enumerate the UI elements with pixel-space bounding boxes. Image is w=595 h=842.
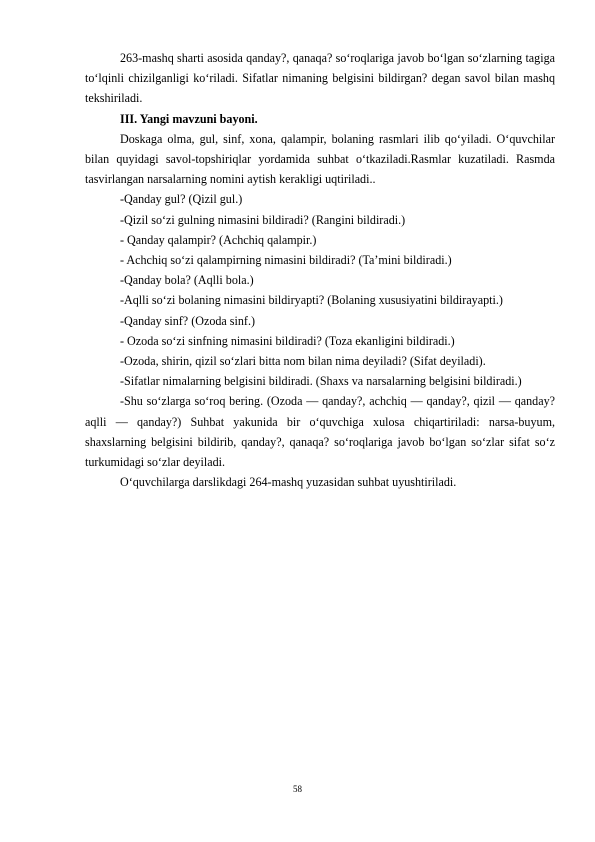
dialogue-line: -Qizil so‘zi gulning nimasini bildiradi? (Rangini bildiradi.) bbox=[120, 212, 406, 227]
dialogue-line: -Sifatlar nimalarning belgisini bildiradi. (Shaxs va narsalarning belgisini bildiradi.) bbox=[120, 374, 522, 389]
page-body bbox=[85, 48, 555, 492]
paragraph-exercise-263: 263-mashq sharti asosida qanday?, qanaqa? so‘roqlariga javob bo‘lgan so‘zlarning tagiga to‘lqinli chizilganligi ko‘riladi. Sifatlar nimaning belgisini bildirgan? degan savol bilan mashq tekshiriladi. bbox=[85, 51, 555, 106]
page-number: 58 bbox=[293, 784, 302, 794]
section-heading: III. Yangi mavzuni bayoni. bbox=[120, 111, 258, 126]
paragraph-exercise-264: O‘quvchilarga darslikdagi 264-mashq yuzasidan suhbat uyushtiriladi. bbox=[120, 475, 457, 490]
paragraph-intro: Doskaga olma, gul, sinf, xona, qalampir, bolaning rasmlari ilib qo‘yiladi. O‘quvchilar bilan quyidagi savol-topshiriqlar yordamida suhbat o‘tkaziladi.Rasmlar kuzatiladi. Rasmda tasvirlangan narsalarning nomini aytish kerakligi uqtiriladi.. bbox=[85, 131, 555, 187]
dialogue-line: -Aqlli so‘zi bolaning nimasini bildiryapti? (Bolaning xususiyatini bildirayapti.) bbox=[120, 293, 503, 308]
dialogue-line: - Ozoda so‘zi sinfning nimasini bildiradi? (Toza ekanligini bildiradi.) bbox=[120, 333, 455, 348]
dialogue-line: - Qanday qalampir? (Achchiq qalampir.) bbox=[120, 232, 317, 247]
dialogue-line: -Ozoda, shirin, qizil so‘zlari bitta nom bilan nima deyiladi? (Sifat deyiladi). bbox=[120, 354, 486, 369]
dialogue-line: -Qanday sinf? (Ozoda sinf.) bbox=[120, 313, 255, 328]
paragraph-conclusion: -Shu so‘zlarga so‘roq bering. (Ozoda — qanday?, achchiq — qanday?, qizil — qanday? aqlli — qanday?) Suhbat yakunida bir o‘quvchiga xulosa chiqartiriladi: narsa-buyum, shaxslarning belgisini bildirib, qanday?, qanaqa? so‘roqlariga javob bo‘lgan so‘zlar sifat so‘z turkumidagi so‘zlar deyiladi. bbox=[85, 394, 555, 470]
dialogue-line: -Qanday bola? (Aqlli bola.) bbox=[120, 273, 254, 288]
dialogue-line: - Achchiq so‘zi qalampirning nimasini bildiradi? (Ta’mini bildiradi.) bbox=[120, 253, 452, 268]
dialogue-line: -Qanday gul? (Qizil gul.) bbox=[120, 192, 243, 207]
